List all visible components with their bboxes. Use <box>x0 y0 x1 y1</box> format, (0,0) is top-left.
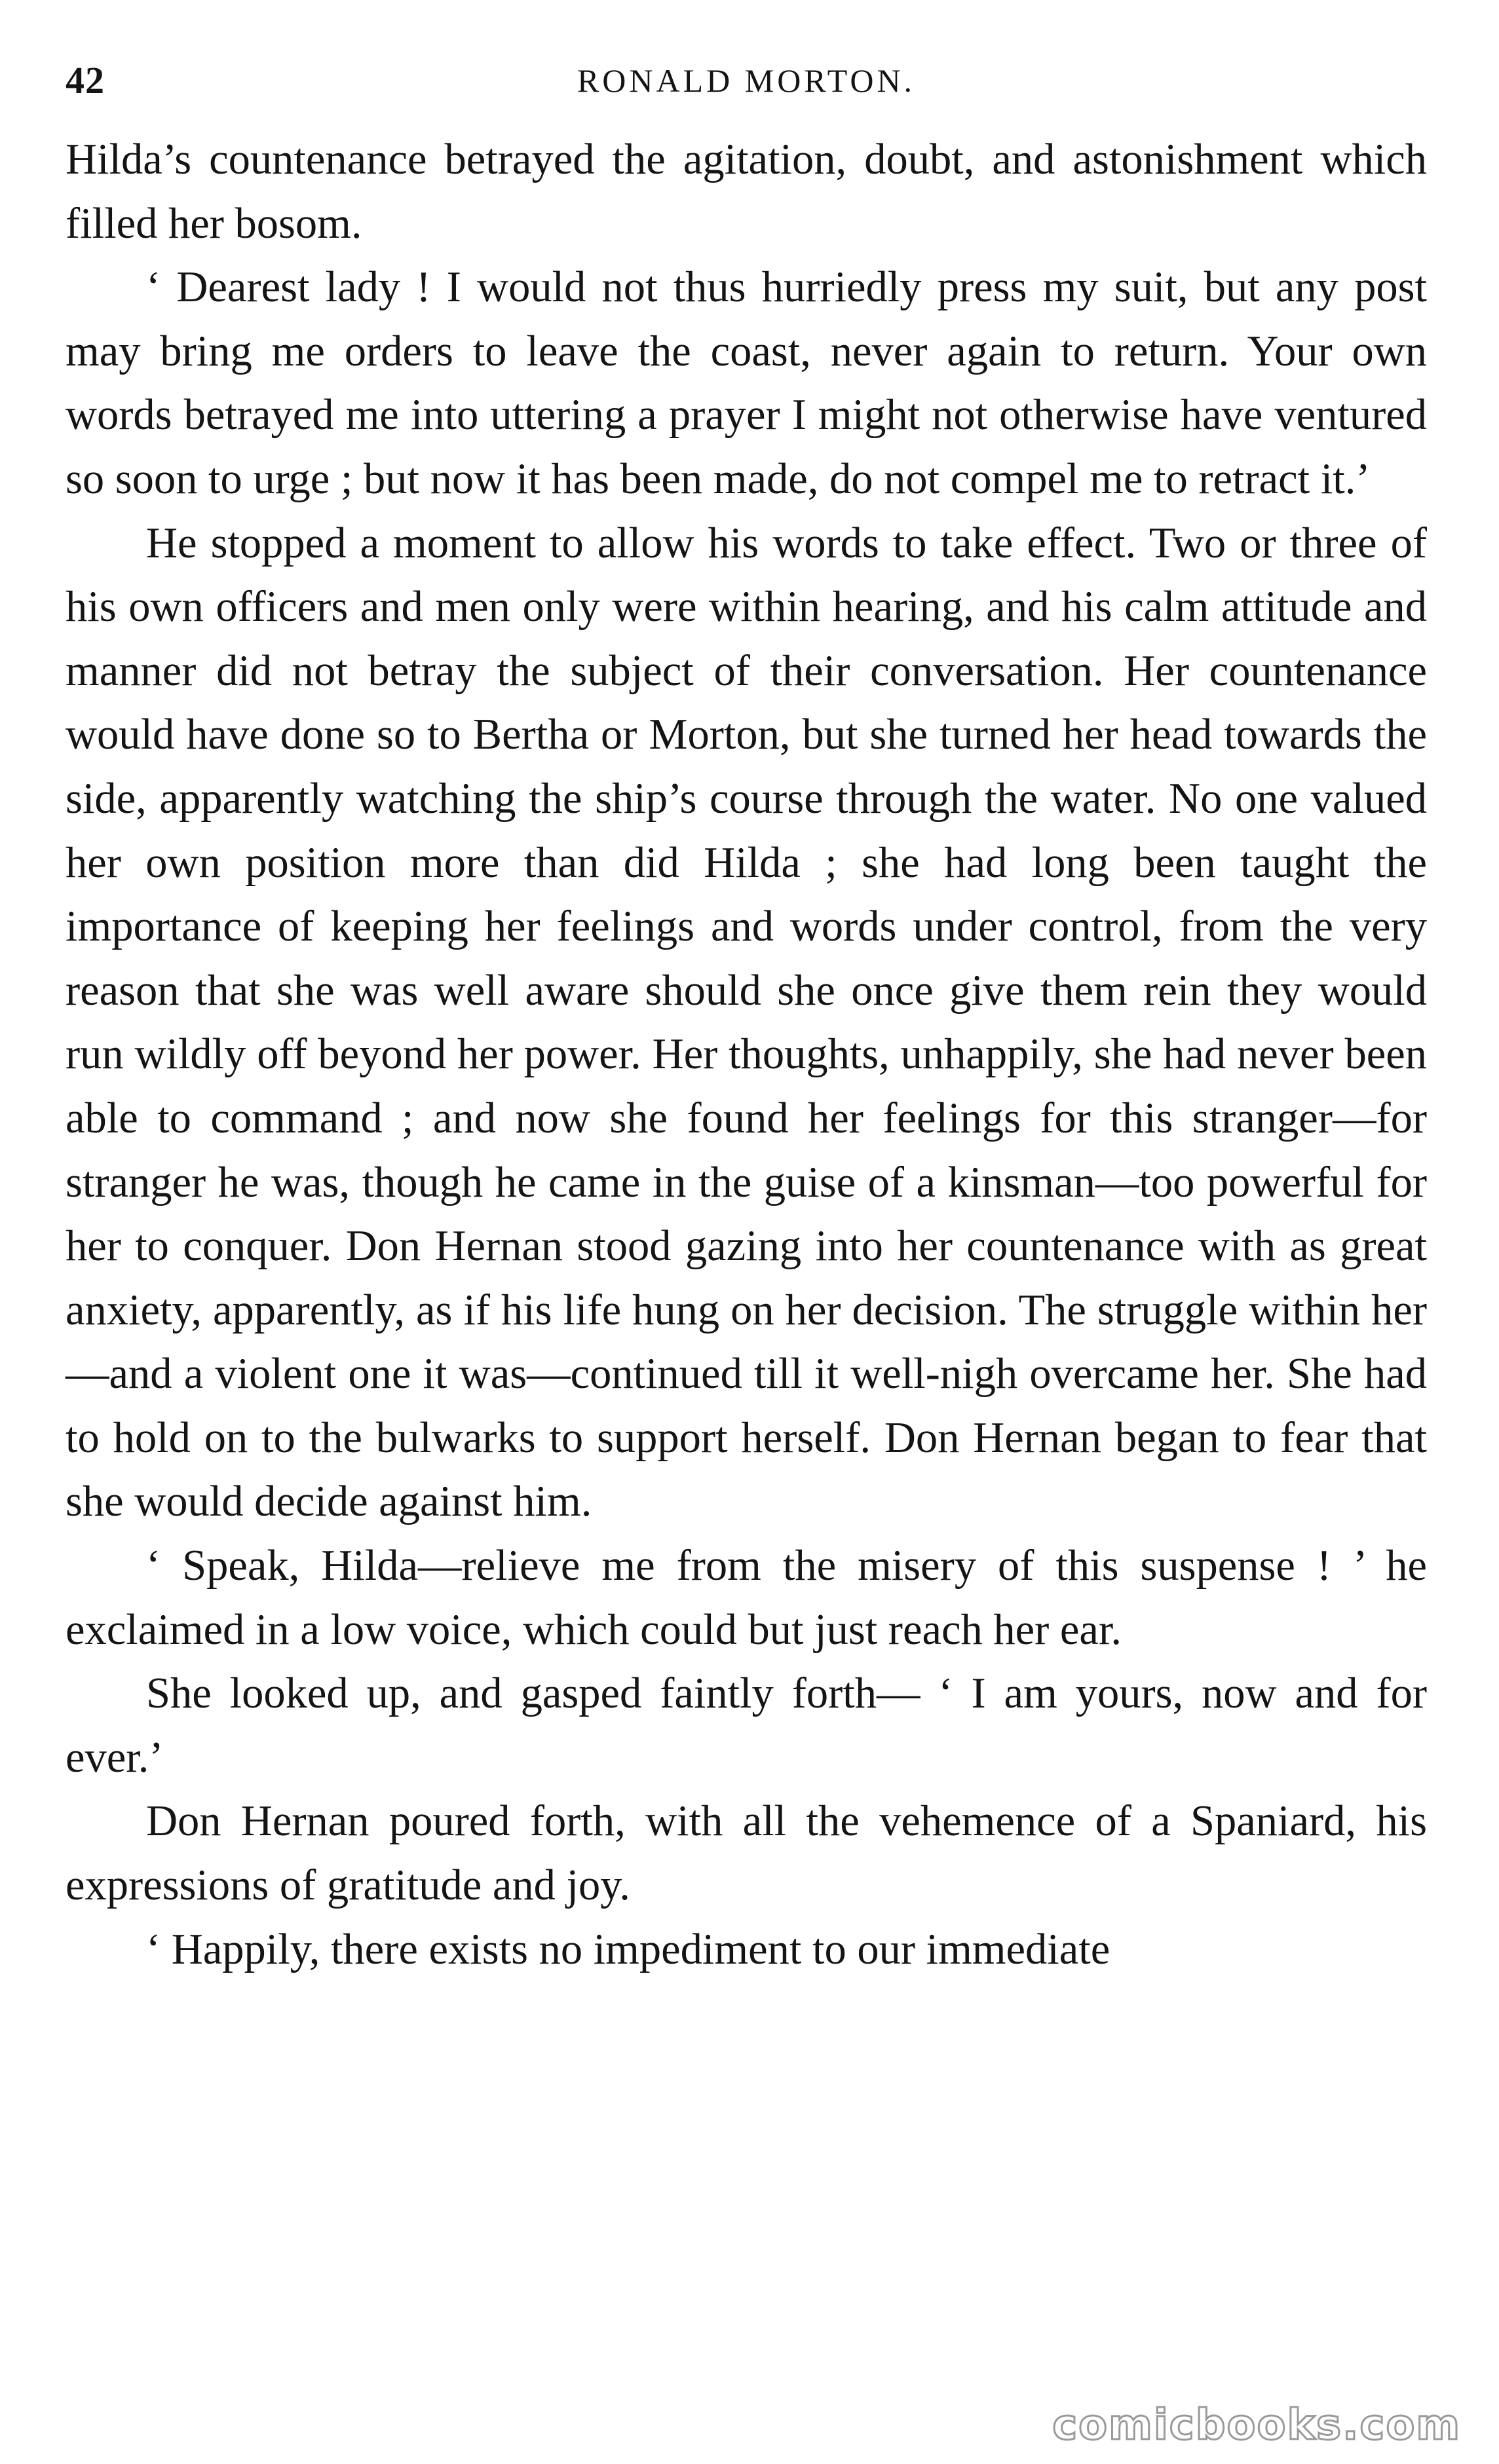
watermark: comicbooks.com <box>1052 2401 1461 2450</box>
page-header <box>66 51 1427 110</box>
paragraph: Hilda’s countenance betrayed the agitation, doubt, and astonishment which filled her bosom. <box>66 136 1427 248</box>
body-text <box>66 128 1427 1981</box>
running-title: RONALD MORTON. <box>577 62 916 99</box>
paragraph: Don Hernan poured forth, with all the vehemence of a Spaniard, his expressions of gratitude and joy. <box>66 1797 1427 1910</box>
page-number: 42 <box>66 59 105 102</box>
paragraph: ‘ Dearest lady ! I would not thus hurriedly press my suit, but any post may bring me orders to leave the coast, never again to return. Your own words betrayed me into uttering a prayer I might not otherwise have ventured so soon to urge ; but now it has been made, do not compel me to retract it.’ <box>66 263 1427 503</box>
paragraph: ‘ Speak, Hilda—relieve me from the misery of this suspense ! ’ he exclaimed in a low voice, which could but just reach her ear. <box>66 1542 1427 1654</box>
paragraph: She looked up, and gasped faintly forth— ‘ I am yours, now and for ever.’ <box>66 1670 1427 1782</box>
paragraph: He stopped a moment to allow his words to take effect. Two or three of his own officers and men only were within hearing, and his calm attitude and manner did not betray the subject of their conversation. Her countenance would have done so to Bertha or Morton, but she turned her head towards the side, apparently watching the ship’s course through the water. No one valued her own position more than did Hilda ; she had long been taught the importance of keeping her feelings and words under control, from the very reason that she was well aware should she once give them rein they would run wildly off beyond her power. Her thoughts, unhappily, she had never been able to command ; and now she found her feelings for this stranger—for stranger he was, though he came in the guise of a kinsman—too powerful for her to conquer. Don Hernan stood gazing into her countenance with as great anxiety, apparently, as if his life hung on her decision. The struggle within her—and a violent one it was—continued till it well-nigh overcame her. She had to hold on to the bulwarks to support herself. Don Hernan began to fear that she would decide against him. <box>66 519 1427 1526</box>
paragraph: ‘ Happily, there exists no impediment to our immediate <box>146 1925 1110 1973</box>
